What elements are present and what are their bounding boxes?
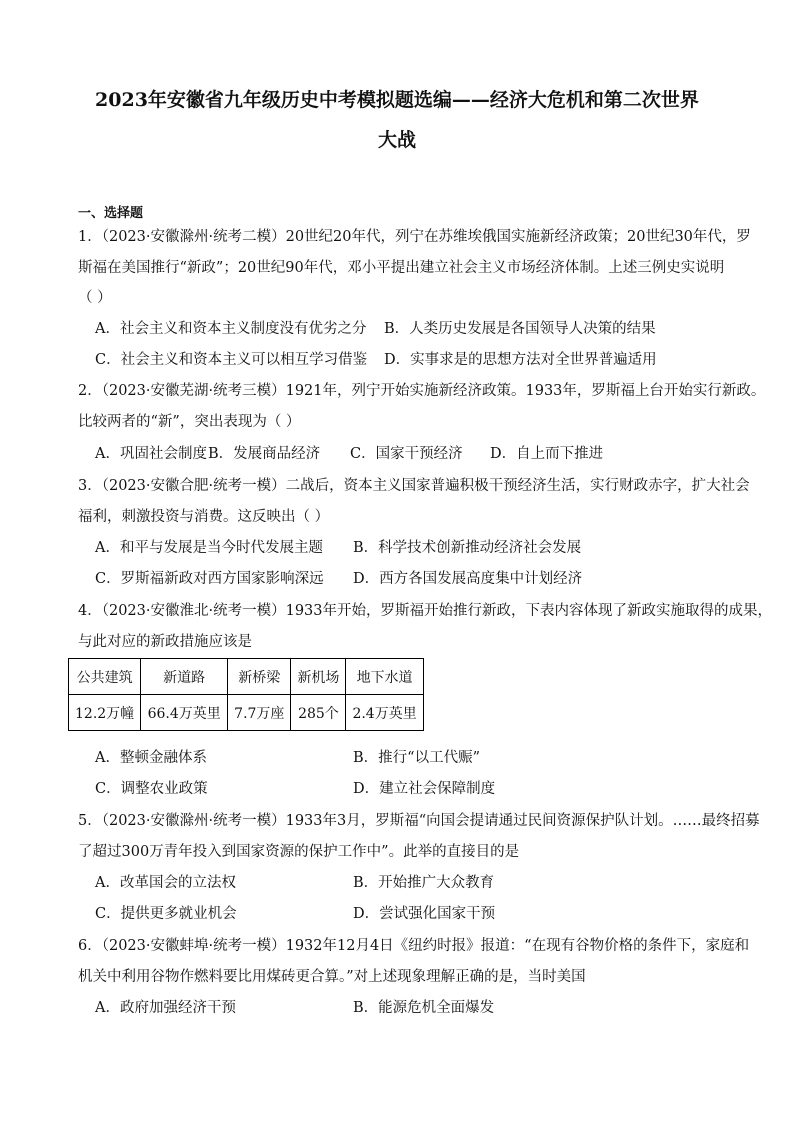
table-header-cell: 地下水道 xyxy=(346,659,423,695)
table-cell: 7.7万座 xyxy=(228,695,291,731)
question-5-option-b: B．开始推广大众教育 xyxy=(353,875,495,891)
question-5-line-1: 5．（2023·安徽滁州·统考一模）1933年3月，罗斯福“向国会提请通过民间资源保护队计划。……最终招募 xyxy=(78,813,760,829)
question-5-option-d: D．尝试强化国家干预 xyxy=(353,906,496,922)
table-header-cell: 公共建筑 xyxy=(69,659,141,695)
table-header-cell: 新桥梁 xyxy=(228,659,291,695)
question-4-table xyxy=(68,658,424,731)
question-2-option-d: D．自上而下推进 xyxy=(490,446,604,462)
table-cell: 2.4万英里 xyxy=(346,695,423,731)
question-3-option-b: B．科学技术创新推动经济社会发展 xyxy=(353,540,582,556)
question-5-option-c: C．提供更多就业机会 xyxy=(95,906,237,922)
question-3-line-2: 福利，刺激投资与消费。这反映出（ ） xyxy=(78,509,330,525)
question-1-line-2: 斯福在美国推行“新政”；20世纪90年代，邓小平提出建立社会主义市场经济体制。上述三例史实说明 xyxy=(78,260,725,276)
question-4-option-a: A．整顿金融体系 xyxy=(95,750,207,766)
question-1-line-3: （ ） xyxy=(78,290,112,306)
question-2-line-2: 比较两者的“新”，突出表现为（ ） xyxy=(78,414,301,430)
question-2-option-c: C．国家干预经济 xyxy=(350,446,463,462)
document-title-line-1: 2023年安徽省九年级历史中考模拟题选编——经济大危机和第二次世界 xyxy=(95,89,699,111)
question-3-option-d: D．西方各国发展高度集中计划经济 xyxy=(353,571,583,587)
question-1-option-a: A．社会主义和资本主义制度没有优劣之分 xyxy=(95,321,367,337)
question-5-line-2: 了超过300万青年投入到国家资源的保护工作中”。此举的直接目的是 xyxy=(78,844,520,860)
table-cell: 66.4万英里 xyxy=(141,695,228,731)
table-header-row xyxy=(69,659,424,695)
question-2-line-1: 2．（2023·安徽芜湖·统考三模）1921年，列宁开始实施新经济政策。1933年，罗斯福上台开始实行新政。 xyxy=(78,383,766,399)
question-3-option-a: A．和平与发展是当今时代发展主题 xyxy=(95,540,323,556)
question-6-line-2: 机关中利用谷物作燃料要比用煤砖更合算。”对上述现象理解正确的是，当时美国 xyxy=(78,969,586,985)
question-1-option-c: C．社会主义和资本主义可以相互学习借鉴 xyxy=(95,352,368,368)
question-1-option-b: B．人类历史发展是各国领导人决策的结果 xyxy=(384,321,656,337)
table-header-cell: 新道路 xyxy=(141,659,228,695)
section-heading: 一、选择题 xyxy=(78,206,144,221)
table-cell: 12.2万幢 xyxy=(69,695,141,731)
question-3-option-c: C．罗斯福新政对西方国家影响深远 xyxy=(95,571,324,587)
question-6-option-b: B．能源危机全面爆发 xyxy=(353,1000,495,1016)
question-1-option-d: D．实事求是的思想方法对全世界普遍适用 xyxy=(384,352,657,368)
question-3-line-1: 3．（2023·安徽合肥·统考一模）二战后，资本主义国家普遍积极干预经济生活，实行财政赤字，扩大社会 xyxy=(78,478,750,494)
question-4-line-1: 4．（2023·安徽淮北·统考一模）1933年开始，罗斯福开始推行新政，下表内容体现了新政实施取得的成果， xyxy=(78,603,772,619)
question-6-line-1: 6．（2023·安徽蚌埠·统考一模）1932年12月4日《纽约时报》报道：“在现有谷物价格的条件下，家庭和 xyxy=(78,938,750,954)
question-6-option-a: A．政府加强经济干预 xyxy=(95,1000,236,1016)
question-2-option-b: B．发展商品经济 xyxy=(208,446,321,462)
question-4-option-c: C．调整农业政策 xyxy=(95,781,208,797)
question-4-option-b: B．推行“以工代赈” xyxy=(353,750,480,766)
table-header-cell: 新机场 xyxy=(291,659,346,695)
table-row xyxy=(69,695,424,731)
table-cell: 285个 xyxy=(291,695,346,731)
question-5-option-a: A．改革国会的立法权 xyxy=(95,875,236,891)
question-4-line-2: 与此对应的新政措施应该是 xyxy=(78,634,252,650)
question-4-option-d: D．建立社会保障制度 xyxy=(353,781,496,797)
question-1-line-1: 1．（2023·安徽滁州·统考二模）20世纪20年代，列宁在苏维埃俄国实施新经济政策；20世纪30年代，罗 xyxy=(78,229,751,245)
question-2-option-a: A．巩固社会制度 xyxy=(95,446,207,462)
document-title-line-2: 大战 xyxy=(377,129,416,151)
